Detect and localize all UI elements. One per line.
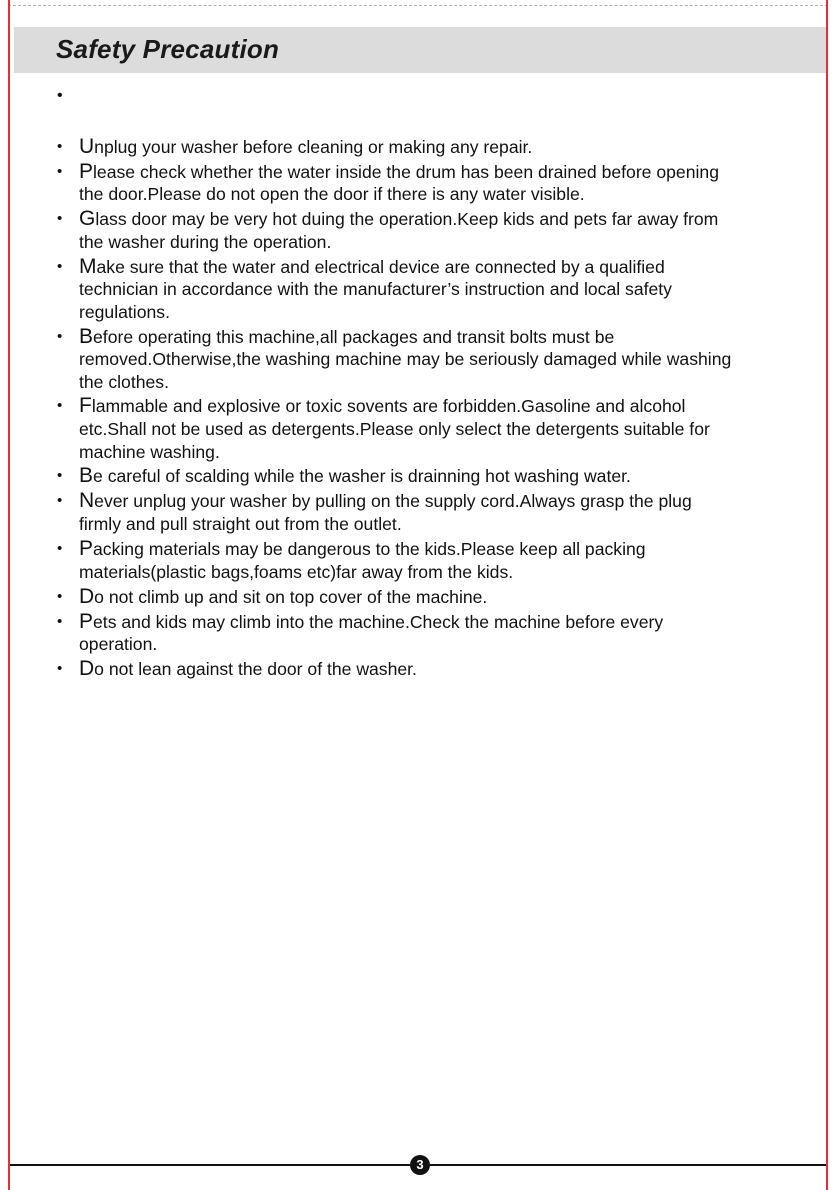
page-title: Safety Precaution (56, 34, 280, 64)
item-initial: B (79, 464, 94, 488)
item-text: nplug your washer before cleaning or making any repair. (94, 137, 533, 157)
item-text: ets and kids may climb into the machine.Check the machine before every operation. (79, 611, 664, 655)
bullet-icon: • (57, 397, 63, 415)
list-item (56, 208, 736, 253)
bullet-icon: • (57, 327, 63, 345)
bullet-icon: • (57, 540, 63, 558)
list-item (56, 586, 736, 609)
bullet-icon: • (57, 467, 63, 485)
item-initial: P (79, 159, 94, 183)
safety-list (56, 136, 736, 683)
item-initial: P (79, 537, 94, 561)
item-text: o not lean against the door of the washer. (94, 658, 417, 679)
bullet-icon: • (57, 659, 63, 677)
item-text: ake sure that the water and electrical device are connected by a qualified technician in accordance with the manufacturer’s instruction and local safety regulations. (79, 256, 672, 322)
item-text: efore operating this machine,all packages and transit bolts must be removed.Otherwise,the washing machine may be seriously damaged while washing the clothes. (79, 326, 732, 392)
list-item (56, 490, 736, 535)
footer-rule-left (10, 1164, 410, 1166)
bullet-icon: • (57, 210, 63, 228)
item-initial: U (79, 135, 95, 158)
list-item (56, 136, 736, 159)
list-item (56, 538, 736, 583)
bullet-icon: • (57, 587, 63, 605)
bullet-icon: • (57, 492, 63, 510)
item-text: o not climb up and sit on top cover of the machine. (94, 586, 488, 607)
item-initial: M (79, 254, 97, 278)
item-text: e careful of scalding while the washer is drainning hot washing water. (93, 466, 631, 487)
item-initial: D (79, 584, 95, 608)
list-item (56, 395, 736, 463)
item-initial: G (79, 207, 96, 231)
bullet-icon: • (57, 162, 63, 180)
list-item (56, 326, 736, 394)
item-text: ever unplug your washer by pulling on the supply cord.Always grasp the plug firmly and pull straight out from the outlet. (79, 491, 692, 534)
item-initial: B (79, 324, 94, 348)
item-initial: P (79, 609, 94, 633)
list-item (56, 256, 736, 324)
item-text: lass door may be very hot duing the operation.Keep kids and pets far away from the washer during the operation. (79, 209, 719, 252)
page-top-edge (8, 5, 828, 7)
page-border-right (826, 0, 828, 1190)
bullet-icon: • (57, 138, 63, 155)
empty-bullet: • (57, 87, 63, 104)
footer-rule-right (430, 1164, 826, 1166)
item-text: lammable and explosive or toxic sovents are forbidden.Gasoline and alcohol etc.Shall not be used as detergents.Please only select the detergents suitable for machine washing. (79, 396, 710, 462)
list-item (56, 658, 736, 681)
list-item (56, 611, 736, 656)
item-initial: N (79, 489, 95, 513)
item-initial: F (79, 394, 92, 418)
list-item (56, 465, 736, 488)
item-text: lease check whether the water inside the drum has been drained before opening the door.Please do not open the door if there is any water visible. (79, 161, 719, 205)
item-initial: D (79, 656, 95, 680)
item-text: acking materials may be dangerous to the kids.Please keep all packing materials(plastic bags,foams etc)far away from the kids. (79, 539, 646, 582)
bullet-icon: • (57, 612, 63, 630)
page-border-left (8, 0, 10, 1190)
list-item (56, 161, 736, 206)
page-number-badge: 3 (410, 1155, 430, 1175)
bullet-icon: • (57, 257, 63, 275)
